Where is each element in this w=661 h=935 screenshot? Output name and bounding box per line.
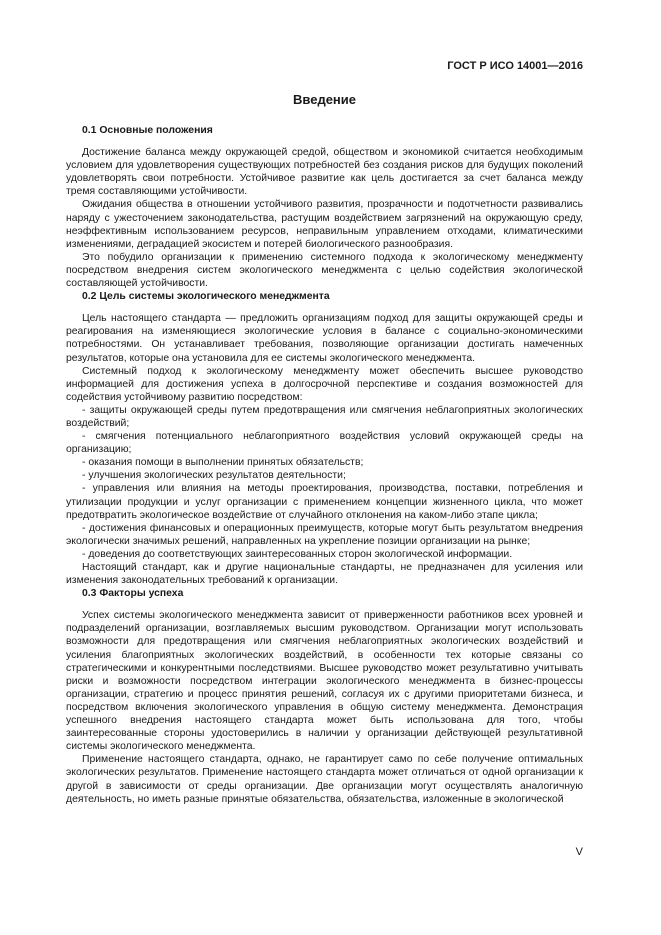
section-heading: 0.3 Факторы успеха (82, 588, 184, 600)
section-heading: 0.2 Цель системы экологического менеджмента (82, 291, 330, 303)
paragraph: Достижение баланса между окружающей средой, обществом и экономикой считается необходимым условием для удовлетворения существующих потребностей без создания рисков для будущих поколений удовлетворять свои потребности. Устойчивое развитие как цель достигается за счет баланса между тремя составляющими устойчивости. (66, 147, 583, 198)
section-heading: 0.1 Основные положения (82, 125, 213, 136)
list-item: - защиты окружающей среды путем предотвращения или смягчения неблагоприятных экологических воздействий; (66, 404, 583, 429)
document-code: ГОСТ Р ИСО 14001—2016 (447, 60, 583, 72)
list-item: - достижения финансовых и операционных преимуществ, которые могут быть результатом внедрения экологически значимых решений, направленных на укрепление позиции организации на рынке; (66, 522, 583, 547)
section-basic-provisions (66, 124, 583, 290)
paragraph: Ожидания общества в отношении устойчивого развития, прозрачности и подотчетности развивались наряду с ужесточением законодательства, растущим воздействием загрязнений на окружающую среду, неэффективным использованием ресурсов, неправильным управлением отходами, климатическими изменениями, деградацией экосистем и потерей биологического разнообразия. (66, 199, 583, 250)
paragraph: Применение настоящего стандарта, однако, не гарантирует само по себе получение оптимальных экологических результатов. Применение настоящего стандарта может отличаться от одной организации к другой в зависимости от среды организации. Две организации могут осуществлять аналогичную деятельность, но иметь разные принятые обязательства, обязательства, изложенные в экологической (66, 754, 583, 805)
section-ems-purpose (66, 290, 583, 587)
list-item: - доведения до соответствующих заинтересованных сторон экологической информации. (82, 548, 513, 560)
document-body (66, 92, 583, 806)
paragraph: Цель настоящего стандарта — предложить организациям подход для защиты окружающей среды и реагирования на изменяющиеся экологические условия в балансе с социально-экономическими потребностями. Он устанавливает требования, позволяющие организации достигать намеченных результатов, которые она установила для ее системы экологического менеджмента. (66, 313, 583, 364)
paragraph: Успех системы экологического менеджмента зависит от приверженности работников всех уровней и подразделений организации, возглавляемых высшим руководством. Организации могут использовать возможности для предотвращения или смягчения неблагоприятных экологических воздействий и усиления благоприятных экологических воздействий, в особенности тех которые связаны со стратегическими и конкурентными последствиями. Высшее руководство может результативно учитывать риски и возможности посредством интеграции экологического менеджмента в бизнес-процессы организации, стратегию и процесс принятия решений, согласуя их с другими приоритетами бизнеса, и посредством включения экологического управления в общую систему менеджмента. Демонстрация успешного внедрения настоящего стандарта может быть использована для того, чтобы заинтересованные стороны удостоверились в наличии у организации действующей результативной системы экологического менеджмента. (66, 610, 583, 753)
list-item: - оказания помощи в выполнении принятых обязательств; (82, 457, 364, 469)
list-item: - смягчения потенциального неблагоприятного воздействия условий окружающей среды на организацию; (66, 431, 583, 456)
section-success-factors (66, 587, 583, 806)
list-item: - управления или влияния на методы проектирования, производства, поставки, потребления и утилизации продукции и услуг организации с применением концепции жизненного цикла, что может предотвратить экологическое воздействие от случайного отклонения на каком-либо этапе цикла; (66, 483, 583, 521)
page-title: Введение (293, 92, 356, 107)
paragraph: Это побудило организации к применению системного подхода к экологическому менеджменту посредством внедрения систем экологического менеджмента с целью содействия экологической составляющей устойчивости. (66, 251, 583, 290)
paragraph: Системный подход к экологическому менеджменту может обеспечить высшее руководство информацией для достижения успеха в долгосрочной перспективе и создания возможностей для содействия устойчивому развитию посредством: (66, 365, 583, 403)
paragraph: Настоящий стандарт, как и другие национальные стандарты, не предназначен для усиления или изменения законодательных требований к организации. (66, 562, 583, 587)
list-item: - улучшения экологических результатов деятельности; (82, 470, 346, 482)
page-number: V (575, 846, 583, 858)
